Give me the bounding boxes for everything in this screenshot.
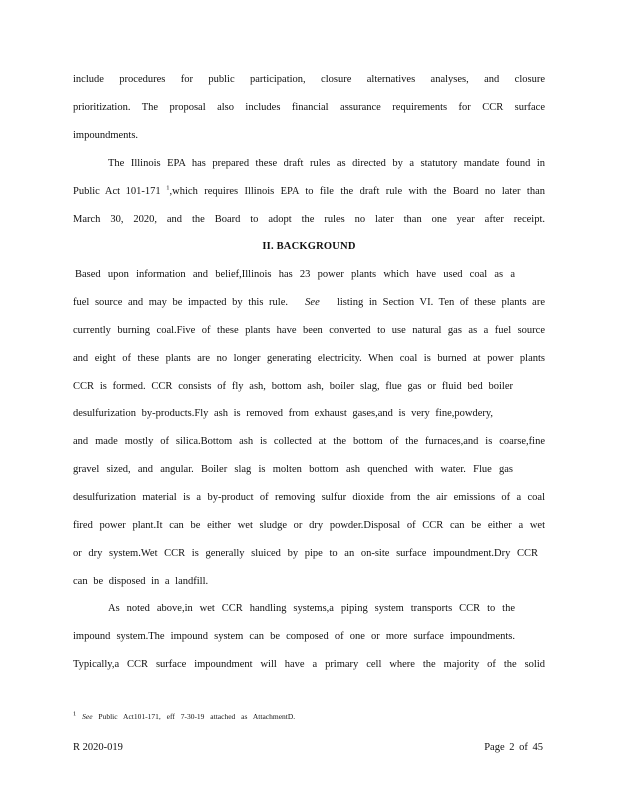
- body-text: [73, 185, 170, 199]
- body-line: March 30, 2020, and the Board to adopt the rules no later than one year after receipt.: [73, 214, 545, 225]
- body-line: CCR is formed. CCR consists of fly ash, bottom ash, boiler slag, flue gas or fluid bed boiler: [73, 381, 513, 392]
- footnote-text: Public Act101-171, eff 7-30-19 attached as AttachmentD.: [98, 712, 296, 721]
- footnote-marker: 1: [73, 710, 77, 718]
- body-text: Public Act 101-171: [73, 186, 161, 197]
- body-line: or dry system.Wet CCR is generally sluiced by pipe to an on-site surface impoundment.Dry CCR: [73, 548, 538, 559]
- body-line: fired power plant.It can be either wet sludge or dry powder.Disposal of CCR can be either a wet: [73, 520, 545, 531]
- body-text: listing in Section VI. Ten of these plants are: [336, 297, 545, 308]
- case-number: R 2020-019: [73, 742, 123, 753]
- body-line: The Illinois EPA has prepared these draft rules as directed by a statutory mandate found in: [108, 158, 545, 169]
- body-line-with-footnote: [73, 185, 545, 199]
- body-line: impound system.The impound system can be composed of one or more surface impoundments.: [73, 631, 515, 642]
- body-line: Based upon information and belief,Illinois has 23 power plants which have used coal as a: [75, 269, 515, 280]
- page-number: Page 2 of 45: [484, 742, 543, 753]
- body-line: desulfurization material is a by-product of removing sulfur dioxide from the air emissions of a coal: [73, 492, 545, 503]
- body-line: [73, 296, 545, 310]
- body-line: desulfurization by-products.Fly ash is removed from exhaust gases,and is very fine,powdery,: [73, 408, 494, 419]
- body-text: ,which requires Illinois EPA to file the draft rule with the Board no later than: [169, 186, 545, 197]
- body-line: As noted above,in wet CCR handling systems,a piping system transports CCR to the: [108, 603, 515, 614]
- body-line: Typically,a CCR surface impoundment will have a primary cell where the majority of the solid: [73, 659, 545, 670]
- body-line: gravel sized, and angular. Boiler slag is molten bottom ash quenched with water. Flue gas: [73, 464, 513, 475]
- body-line: and made mostly of silica.Bottom ash is collected at the bottom of the furnaces,and is coarse,fine: [73, 436, 545, 447]
- body-line: prioritization. The proposal also includes financial assurance requirements for CCR surface: [73, 102, 545, 113]
- body-line: include procedures for public participation, closure alternatives analyses, and closure: [73, 74, 545, 85]
- body-line: can be disposed in a landfill.: [73, 576, 209, 587]
- body-line: impoundments.: [73, 130, 139, 141]
- footnote-see: See: [82, 712, 93, 721]
- footnote: [73, 712, 295, 722]
- body-line: currently burning coal.Five of these plants have been converted to use natural gas as a fuel source: [73, 325, 545, 336]
- see-italic: See: [305, 297, 320, 308]
- footnote-reference[interactable]: 1: [166, 184, 170, 192]
- body-line: and eight of these plants are no longer generating electricity. When coal is burned at power plants: [73, 353, 545, 364]
- section-heading: II. BACKGROUND: [262, 241, 356, 252]
- body-text: fuel source and may be impacted by this rule.: [73, 297, 288, 308]
